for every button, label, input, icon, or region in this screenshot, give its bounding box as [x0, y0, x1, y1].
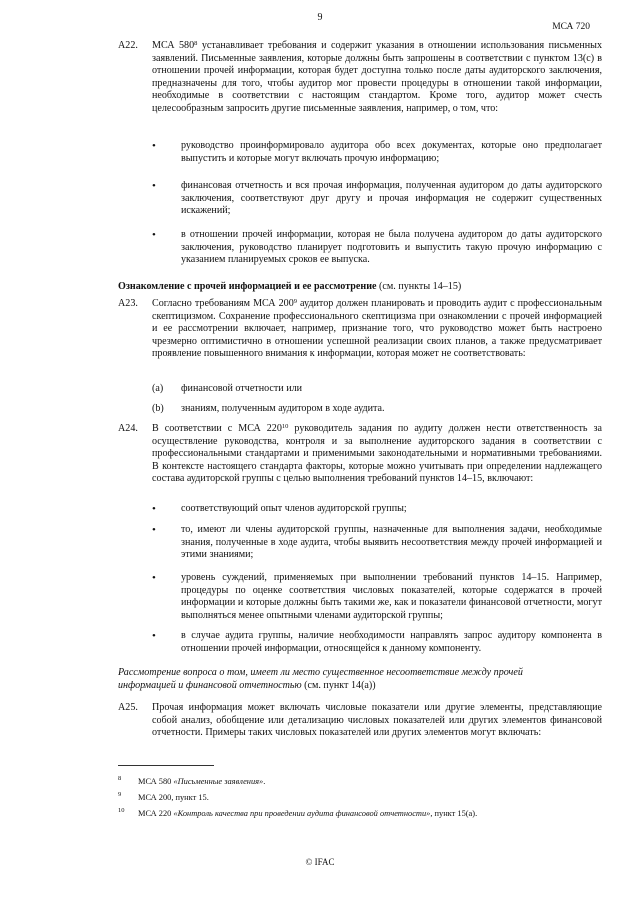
list-item-a: финансовой отчетности или — [181, 383, 303, 394]
footnote-8 — [138, 777, 578, 787]
bullet-glyph: • — [152, 503, 156, 515]
paragraph-a23 — [152, 298, 602, 361]
paragraph-a25: Прочая информация может включать числовые показатели или другие элементы, представляющие собой анализ, обобщение или детализацию числовых показателей или других элементов финансовой отчетности. Примеры таких числовых показателей или других элементов могут включать: — [152, 702, 602, 739]
footnote-9 — [138, 793, 578, 803]
footnote-ref-10: 10 — [281, 423, 289, 430]
footnote-number-8: 8 — [118, 775, 122, 782]
footnote-9-pre: МСА 200, пункт 15. — [138, 793, 209, 802]
bullet-glyph: • — [152, 572, 156, 584]
a24-bullet-1: соответствующий опыт членов аудиторской группы; — [181, 503, 407, 514]
list-item-b: знаниям, полученным аудитором в ходе аудита. — [181, 403, 385, 414]
bullet-glyph: • — [152, 524, 156, 536]
paragraph-a23-text-post: аудитор должен планировать и проводить аудит с профессиональным скептицизмом. Сохранение профессионального скептицизма при ознакомлении с прочей информацией и ее рассмотрении включает, например, признание того, что руководство может быть настроено чрезмерно оптимистично в отношении успешной реализации своих планов, а также предусматривает проявление повышенного внимания к информации, которая может не соответствовать: — [152, 298, 602, 360]
bullet-glyph: • — [152, 140, 156, 152]
footnote-8-pre: МСА 580 — [138, 777, 174, 786]
footnote-10-title: «Контроль качества при проведении аудита финансовой отчетности» — [173, 809, 431, 818]
bullet-glyph: • — [152, 630, 156, 642]
paragraph-a22-text-pre: МСА 580 — [152, 40, 195, 51]
paragraph-a24-text-post: руководитель задания по аудиту должен нести ответственность за осуществление руководства, контроля и за выполнение аудиторского задания в соответствии с профессиональными стандартами и применимыми законодательными и нормативными требованиями. В контексте настоящего стандарта факторы, которые можно учитывать при определении надлежащего состава аудиторской группы с целью выполнения требований пунктов 14–15, включают: — [152, 423, 602, 485]
paragraph-number-a25: A25. — [118, 702, 138, 713]
bullet-glyph: • — [152, 229, 156, 241]
footnote-10-post: , пункт 15(a). — [430, 809, 478, 818]
section-heading-inconsistency — [118, 667, 603, 692]
a24-bullet-3: уровень суждений, применяемых при выполнении требований пунктов 14–15. Например, процедуры по оценке соответствия числовых показателей, которые содержатся в прочей информации и которые должны быть такими же, как и показатели финансовой отчетности, могут выполняться менее опытными членами аудиторской группы; — [181, 572, 602, 621]
section-heading-review-ref: (см. пункты 14–15) — [376, 281, 462, 292]
bullet-glyph: • — [152, 180, 156, 192]
a24-bullet-4: в случае аудита группы, наличие необходимости направлять запрос аудитору компонента в отношении прочей информации, относящейся к данному компоненту. — [181, 630, 602, 654]
section-heading-review — [118, 281, 603, 294]
footnote-number-9: 9 — [118, 791, 122, 798]
page-footer: © IFAC — [305, 857, 335, 867]
section-heading-inconsistency-line2: информацией и финансовой отчетностью — [118, 679, 302, 691]
paragraph-a24 — [152, 423, 602, 486]
document-code: МСА 720 — [552, 22, 590, 32]
a24-bullet-2: то, имеют ли члены аудиторской группы, назначенные для выполнения задачи, необходимые знания, полученные в ходе аудита, чтобы выявить несоответствия между прочей информацией и этими знаниями; — [181, 524, 602, 561]
footnote-ref-9: 9 — [293, 298, 297, 305]
footnote-10-pre: МСА 220 — [138, 809, 174, 818]
list-label-b: (b) — [152, 403, 164, 414]
footnote-number-10: 10 — [118, 807, 125, 814]
paragraph-number-a23: A23. — [118, 298, 138, 309]
paragraph-a22 — [152, 40, 602, 116]
section-heading-review-bold: Ознакомление с прочей информацией и ее рассмотрение — [118, 281, 377, 292]
section-heading-inconsistency-ref: (см. пункт 14(a)) — [301, 679, 376, 691]
a22-bullet-1: руководство проинформировало аудитора обо всех документах, которые оно предполагает выпустить и которые могут включать прочую информацию; — [181, 140, 602, 164]
a22-bullet-2: финансовая отчетность и вся прочая информация, полученная аудитором до даты аудиторского заключения, соответствуют друг другу и прочая информация не содержит существенных искажений; — [181, 180, 602, 217]
list-label-a: (a) — [152, 383, 164, 394]
footnote-ref-8: 8 — [194, 40, 198, 47]
section-heading-inconsistency-line1: Рассмотрение вопроса о том, имеет ли место существенное несоответствие между прочей — [118, 667, 523, 678]
paragraph-number-a22: A22. — [118, 40, 138, 51]
paragraph-a23-text-pre: Согласно требованиям МСА 200 — [152, 298, 294, 309]
footnote-divider — [118, 765, 214, 766]
paragraph-a24-text-pre: В соответствии с МСА 220 — [152, 423, 282, 434]
footnote-8-title: «Письменные заявления» — [173, 777, 264, 786]
paragraph-number-a24: A24. — [118, 423, 138, 434]
page-number: 9 — [317, 12, 323, 23]
a22-bullet-3: в отношении прочей информации, которая не была получена аудитором до даты аудиторского заключения, руководство планирует подготовить и выпустить такую прочую информацию с указанием планируемых сроков ее выпуска. — [181, 229, 602, 266]
paragraph-a22-text-post: устанавливает требования и содержит указания в отношении использования письменных заявлений. Письменные заявления, которые должны быть запрошены в соответствии с пунктом 13(c) в отношении прочей информации, которая будет доступна только после даты аудиторского заключения, предназначены для того, чтобы аудитор мог провести процедуры в отношении такой информации, необходимые в соответствии с настоящим стандартом. Кроме того, аудитор может счесть целесообразным запросить другие письменные заявления, например, о том, что: — [152, 40, 602, 114]
footnote-10 — [138, 809, 578, 819]
footnote-8-post: . — [263, 777, 266, 786]
